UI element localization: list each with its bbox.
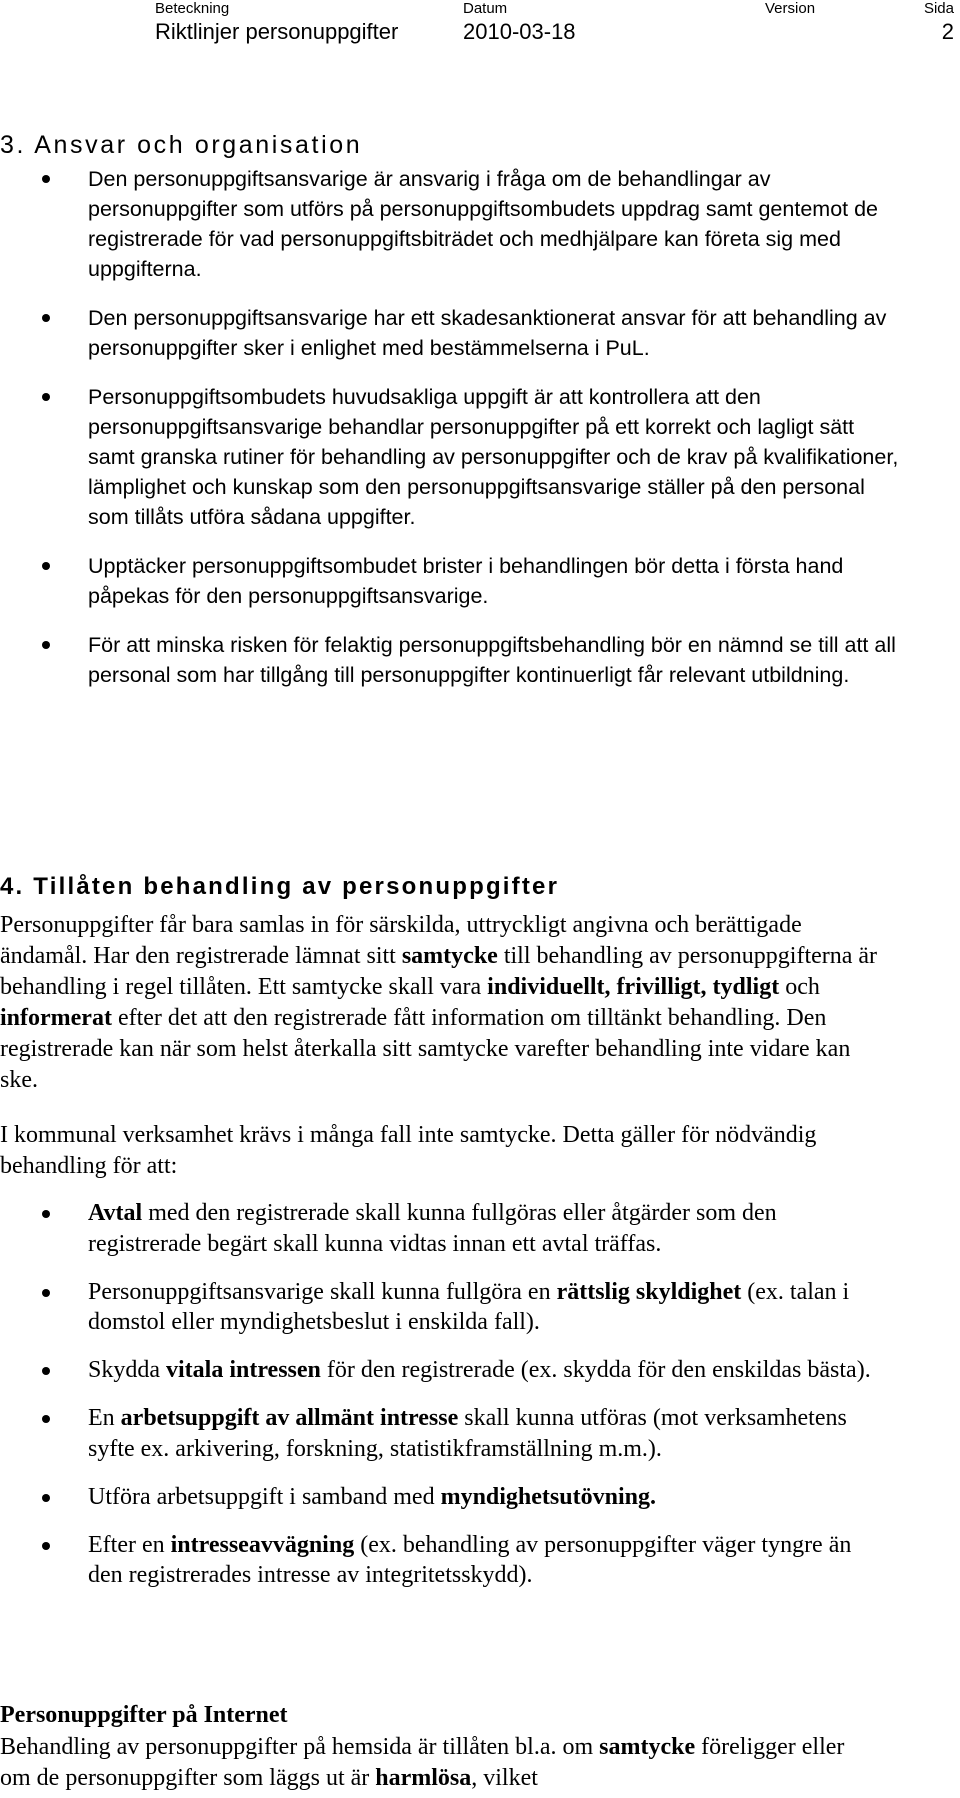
text-run: (ex. behandling av personuppgifter väger tyngre än den registrerades intresse av integritetsskydd).: [88, 1531, 852, 1588]
text-run: efter det att den registrerade fått information om tilltänkt behandling. Den registrerade kan när som helst återkalla sitt samtycke varefter behandling inte vidare kan ske.: [0, 1005, 851, 1093]
text-run: Personuppgiftsansvarige skall kunna fullgöra en: [88, 1278, 557, 1305]
beteckning-value: Riktlinjer personuppgifter: [155, 19, 399, 44]
datum-value: 2010-03-18: [463, 19, 576, 44]
list-item: [0, 303, 900, 363]
bold-run: informerat: [0, 1005, 112, 1031]
bullet-icon: [42, 1289, 50, 1297]
text-run: Behandling av personuppgifter på hemsida är tillåten bl.a. om: [0, 1734, 600, 1760]
list-item: [0, 382, 900, 532]
list-item-text: Den personuppgiftsansvarige har ett skadesanktionerat ansvar för att behandling av personuppgifter sker i enlighet med bestämmelserna i PuL.: [88, 306, 887, 360]
list-item: [0, 551, 900, 611]
bullet-icon: [42, 1542, 50, 1550]
bold-run: individuellt, frivilligt, tydligt: [487, 974, 780, 1000]
bullet-icon: [42, 562, 50, 570]
list-item: [0, 1277, 890, 1338]
bold-run: vitala intressen: [166, 1357, 321, 1383]
bullet-icon: [42, 1494, 50, 1502]
sida-label: Sida: [923, 0, 954, 17]
section-3-heading: 3. Ansvar och organisation: [0, 131, 363, 159]
section-4-heading: 4. Tillåten behandling av personuppgifter: [0, 873, 560, 900]
section-4-paragraph-2: I kommunal verksamhet krävs i många fall inte samtycke. Detta gäller för nödvändig behandling för att:: [0, 1122, 817, 1179]
list-item: [0, 1530, 890, 1591]
text-run: och: [779, 974, 820, 1000]
bullet-icon: [42, 314, 50, 322]
text-run: för den registrerade (ex. skydda för den enskildas bästa).: [320, 1357, 871, 1383]
section-4-paragraph-1: [0, 910, 880, 1096]
list-item-text: Den personuppgiftsansvarige är ansvarig i fråga om de behandlingar av personuppgifter som utförs på personuppgiftsombudets uppdrag samt gentemot de registrerade för vad personuppgiftsbiträdet och medhjälpare kan företa sig med uppgifterna.: [88, 167, 879, 281]
datum-label: Datum: [463, 0, 508, 17]
text-run: med den registrerade skall kunna fullgöras eller åtgärder som den registrerade begärt skall kunna vidtas innan ett avtal träffas.: [88, 1200, 777, 1257]
text-run: (ex. talan i domstol eller myndighetsbeslut i enskilda fall).: [88, 1278, 850, 1335]
bullet-icon: [42, 393, 50, 401]
internet-paragraph: [0, 1732, 880, 1794]
text-run: Utföra arbetsuppgift i samband med: [88, 1483, 441, 1510]
list-item: [0, 1355, 890, 1386]
bold-run: rättslig skyldighet: [556, 1278, 742, 1305]
list-item-text: Upptäcker personuppgiftsombudet brister i behandlingen bör detta i första hand påpekas för den personuppgiftsansvarige.: [88, 554, 844, 608]
bullet-icon: [42, 1367, 50, 1375]
list-item: [0, 1403, 890, 1464]
text-run: skall kunna utföras (mot verksamhetens syfte ex. arkivering, forskning, statistikframställning m.m.).: [88, 1405, 847, 1462]
bold-run: Avtal: [88, 1200, 143, 1226]
beteckning-label: Beteckning: [155, 0, 230, 17]
section-4-list: [0, 1198, 890, 1608]
bullet-icon: [42, 641, 50, 649]
document-header: [0, 0, 960, 52]
text-run: , vilket: [471, 1765, 538, 1791]
internet-heading: Personuppgifter på Internet: [0, 1702, 288, 1728]
bold-run: harmlösa: [375, 1765, 472, 1791]
text-run: Personuppgifter får bara samlas in för särskilda, uttryckligt angivna och berättigade ändamål. Har den registrerade lämnat sitt: [0, 912, 802, 969]
bullet-icon: [42, 175, 50, 183]
section-3-list: [0, 164, 900, 709]
text-run: till behandling av personuppgifterna är behandling i regel tillåten. Ett samtycke skall vara: [0, 943, 878, 1000]
text-run: föreligger eller om de personuppgifter som läggs ut är: [0, 1734, 845, 1791]
text-run: En: [88, 1405, 121, 1431]
sida-value: 2: [941, 19, 954, 44]
list-item: [0, 1482, 890, 1513]
list-item-text: Personuppgiftsombudets huvudsakliga uppgift är att kontrollera att den personuppgiftsansvarige behandlar personuppgifter på ett korrekt och lagligt sätt samt granska rutiner för behandling av personuppgifter och de krav på kvalifikationer, lämplighet och kunskap som den personuppgiftsansvarige ställer på den personal som tillåts utföra sådana uppgifter.: [88, 385, 899, 529]
bold-run: intresseavvägning: [170, 1531, 355, 1558]
version-label: Version: [765, 0, 816, 17]
list-item: [0, 1198, 890, 1259]
list-item: [0, 164, 900, 284]
text-run: Efter en: [88, 1531, 171, 1558]
bullet-icon: [42, 1210, 50, 1218]
bullet-icon: [42, 1415, 50, 1423]
bold-run: samtycke: [401, 943, 498, 969]
bold-run: myndighetsutövning.: [440, 1483, 656, 1510]
list-item: [0, 630, 900, 690]
bold-run: arbetsuppgift av allmänt intresse: [120, 1405, 459, 1431]
list-item-text: För att minska risken för felaktig personuppgiftsbehandling bör en nämnd se till att all personal som har tillgång till personuppgifter kontinuerligt får relevant utbildning.: [88, 633, 896, 687]
text-run: Skydda: [88, 1357, 166, 1383]
bold-run: samtycke: [599, 1734, 696, 1760]
